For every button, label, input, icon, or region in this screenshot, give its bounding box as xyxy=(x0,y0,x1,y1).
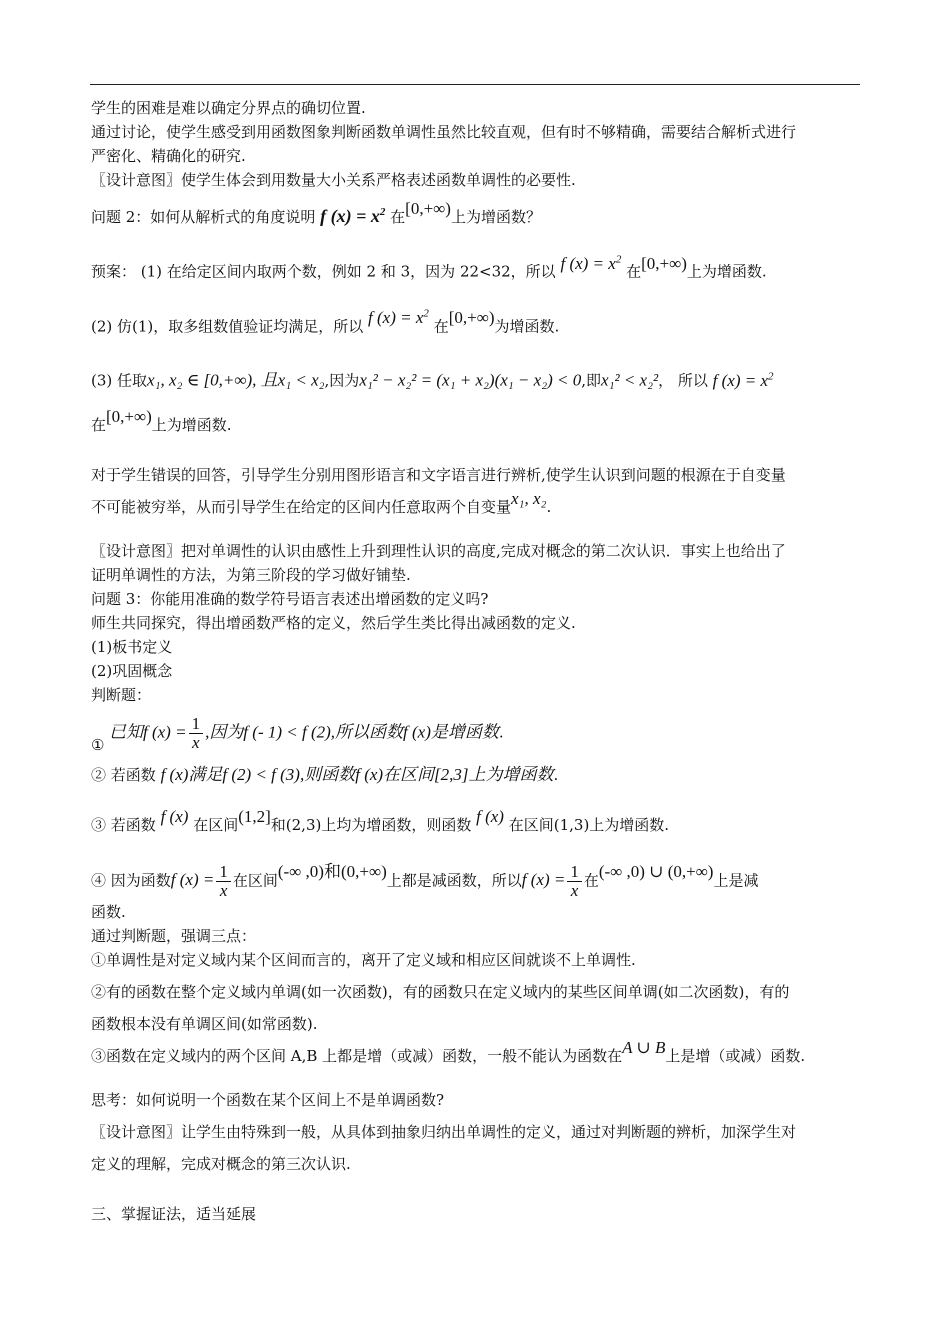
document-body xyxy=(91,96,861,1226)
text: 不可能被穷举，从而引导学生在给定的区间内任意取两个自变量 xyxy=(91,497,512,516)
formula: f $(x) = x^2$ xyxy=(712,370,774,390)
judge-item-3 xyxy=(91,806,861,837)
formula: f (x) = $\frac{1}{x}$ xyxy=(171,870,233,889)
formula: f (x) = $\frac{1}{x}$ xyxy=(522,870,584,889)
list-item: (1)板书定义 xyxy=(91,637,173,656)
interval: [0,+∞) xyxy=(448,308,495,328)
formula: f (x)满足f (2) < f (3),则函数f (x)在区间[2,3]上为增函数 xyxy=(160,764,554,784)
text: 在 xyxy=(583,871,599,890)
formula: x₁, x₂ xyxy=(511,488,547,508)
text: ③ 若函数 xyxy=(91,815,156,834)
formula: x₁² − x₂² = (x₁ + x₂)(x₁ − x₂) < 0 xyxy=(359,370,582,390)
question-2 xyxy=(91,200,861,229)
paragraph: 对于学生错误的回答，引导学生分别用图形语言和文字语言进行辨析,使学生认识到问题的根源在于自变量 xyxy=(91,465,786,484)
text: ④ 因为函数 xyxy=(91,871,171,890)
emphasis-point-3 xyxy=(91,1037,861,1068)
interval: (-∞ ,0) ∪ (0,+∞) xyxy=(598,862,714,882)
judge-item-1 xyxy=(91,715,861,755)
text: 在 xyxy=(433,317,449,336)
heading-judge: 判断题： xyxy=(91,685,152,704)
emphasis-point-2: ②有的函数在整个定义域内单调(如一次函数)，有的函数只在定义域内的某些区间单调(如二次函数)，有的 xyxy=(91,982,790,1001)
text: ,因为 xyxy=(324,371,360,390)
design-intent: 〖设计意图〗使学生体会到用数量大小关系严格表述函数单调性的必要性. xyxy=(91,171,576,189)
text: 上是增（或减）函数. xyxy=(665,1046,806,1065)
formula: f (x) xyxy=(160,806,189,826)
plan-1 xyxy=(91,255,861,284)
text: (2) 仿(1)，取多组数值验证均满足，所以 xyxy=(91,317,364,336)
list-item: (2)巩固概念 xyxy=(91,661,173,680)
formula: x₁² < x₂² xyxy=(601,370,659,390)
text: 在区间(1,3)上为增函数. xyxy=(508,815,670,834)
interval: (-∞ ,0)和(0,+∞) xyxy=(277,862,387,882)
text: 为增函数. xyxy=(494,317,560,336)
header-rule xyxy=(90,84,860,85)
paragraph: 学生的困难是难以确定分界点的确切位置. xyxy=(91,99,366,117)
plan-2 xyxy=(91,307,861,339)
paragraph: 师生共同探究，得出增函数严格的定义，然后学生类比得出减函数的定义. xyxy=(91,613,576,632)
text: 问题 2：如何从解析式的角度说明 xyxy=(91,208,316,226)
text: 上为增函数？ xyxy=(450,208,541,226)
paragraph xyxy=(91,488,861,519)
paragraph: 通过判断题，强调三点： xyxy=(91,926,257,945)
text: (3) 任取 xyxy=(91,371,148,390)
interval: [0,+∞) xyxy=(641,253,687,273)
formula: f $(x) = x^2$ xyxy=(368,307,429,328)
plan-3-cont xyxy=(91,406,861,437)
text: 在 xyxy=(390,208,406,226)
formula: A ∪ B xyxy=(622,1037,666,1057)
judge-item-4 xyxy=(91,863,861,900)
text: 预案： (1) 在给定区间内取两个数，例如 2 和 3，因为 22<32，所以 xyxy=(91,262,556,281)
paragraph: 函数. xyxy=(91,902,126,921)
question-3: 问题 3：你能用准确的数学符号语言表述出增函数的定义吗? xyxy=(91,589,489,608)
design-intent: 〖设计意图〗把对单调性的认识由感性上升到理性认识的高度,完成对概念的第二次认识．事实上也给出了 xyxy=(91,541,786,560)
formula: x₁, x₂ ∈ [0,+∞), 且x₁ < x₂ xyxy=(147,370,325,390)
text: 上都是减函数，所以 xyxy=(386,871,522,890)
interval: (1,2] xyxy=(238,806,271,826)
paragraph: 证明单调性的方法，为第三阶段的学习做好铺垫. xyxy=(91,565,411,584)
text: . xyxy=(546,497,552,516)
interval: [0,+∞) xyxy=(405,199,451,218)
text: ,即 xyxy=(581,371,602,390)
formula: f $(x) = x^2$ xyxy=(560,253,622,273)
formula: f $(x) = x^2$ xyxy=(320,206,386,226)
item-number: ① xyxy=(91,735,105,754)
paragraph: 通过讨论，使学生感受到用函数图象判断函数单调性虽然比较直观，但有时不够精确，需要结合解析式进行 xyxy=(91,123,797,141)
text: 在 xyxy=(626,262,642,281)
text: ③函数在定义域内的两个区间 A,B 上都是增（或减）函数，一般不能认为函数在 xyxy=(91,1046,623,1065)
text: 上是减 xyxy=(713,871,759,890)
formula: 已知f (x) = $\frac{1}{x}$ ,因为f (- 1) < f (2),所以函数f (x)是增函数. xyxy=(109,713,504,752)
text: ， 所以 xyxy=(658,371,708,390)
emphasis-point-1: ①单调性是对定义域内某个区间而言的，离开了定义域和相应区间就谈不上单调性. xyxy=(91,950,636,969)
text: 在 xyxy=(91,415,107,434)
paragraph: 函数根本没有单调区间(如常函数). xyxy=(91,1014,318,1033)
judge-item-2 xyxy=(91,763,861,787)
plan-3 xyxy=(91,364,861,393)
design-intent: 〖设计意图〗让学生由特殊到一般，从具体到抽象归纳出单调性的定义，通过对判断题的辨析，加深学生对 xyxy=(91,1122,797,1141)
text: 在区间 xyxy=(193,815,239,834)
text: 在区间 xyxy=(232,871,278,890)
text: 和(2,3)上均为增函数，则函数 xyxy=(270,815,472,834)
section-heading: 三、掌握证法，适当延展 xyxy=(91,1204,257,1223)
paragraph: 严密化、精确化的研究. xyxy=(91,147,246,165)
interval: [0,+∞) xyxy=(106,406,152,426)
formula: f (x) xyxy=(476,806,504,826)
think-question: 思考：如何说明一个函数在某个区间上不是单调函数? xyxy=(91,1090,445,1109)
text: 上为增函数. xyxy=(686,262,767,281)
text: . xyxy=(553,765,559,784)
text: ② 若函数 xyxy=(91,765,156,784)
text: 上为增函数. xyxy=(151,415,232,434)
paragraph: 定义的理解，完成对概念的第三次认识. xyxy=(91,1154,351,1173)
